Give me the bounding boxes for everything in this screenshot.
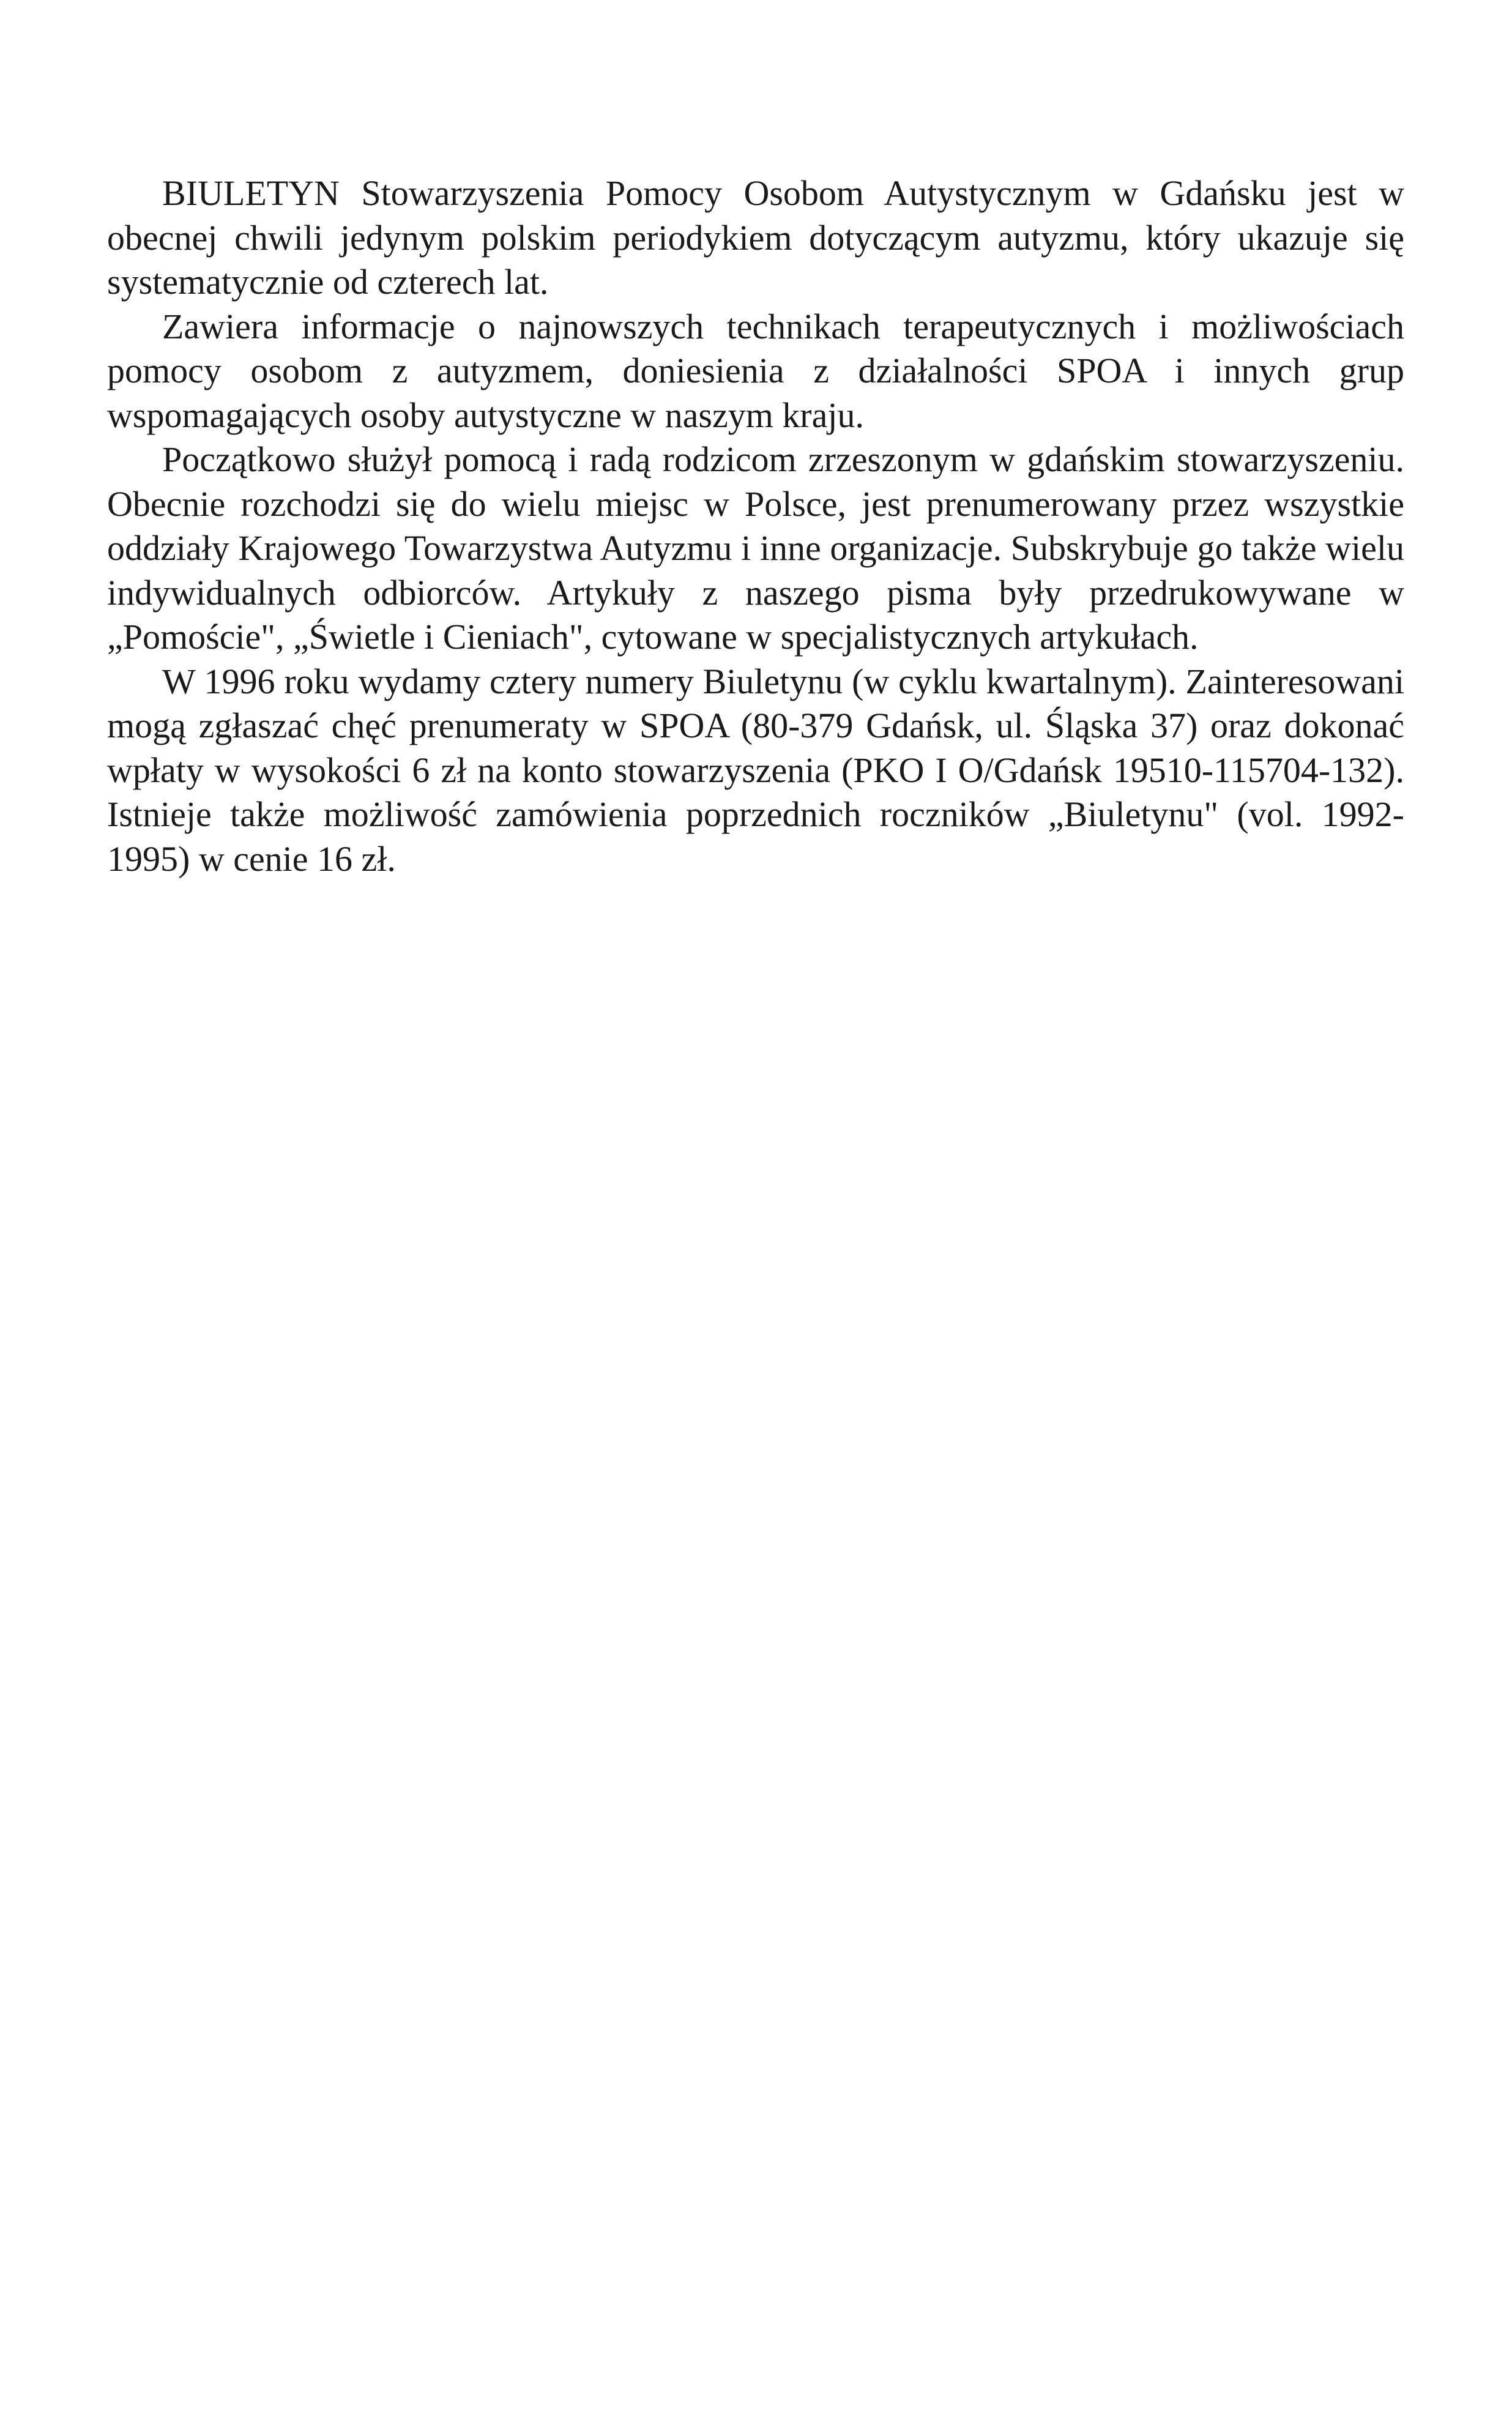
document-body	[107, 171, 1404, 881]
paragraph-history: Początkowo służył pomocą i radą rodzicom zrzeszonym w gdańskim stowarzyszeniu. Obecnie rozchodzi się do wielu miejsc w Polsce, jest prenumerowany przez wszystkie oddziały Krajowego Towarzystwa Autyzmu i inne organizacje. Subskrybuje go także wielu indywidualnych odbiorców. Artykuły z naszego pisma były przedrukowywane w „Pomoście", „Świetle i Cieniach", cytowane w specjalistycznych artykułach.	[107, 439, 1404, 657]
paragraph-subscription: W 1996 roku wydamy cztery numery Biuletynu (w cyklu kwartalnym). Zainteresowani mogą zgłaszać chęć prenumeraty w SPOA (80-379 Gdańsk, ul. Śląska 37) oraz dokonać wpłaty w wysokości 6 zł na konto stowarzyszenia (PKO I O/Gdańsk 19510-115704-132). Istnieje także możliwość zamówienia poprzednich roczników „Biuletynu" (vol. 1992-1995) w cenie 16 zł.	[107, 661, 1404, 879]
paragraph-contents: Zawiera informacje o najnowszych technikach terapeutycznych i możliwościach pomocy osobom z autyzmem, doniesienia z działalności SPOA i innych grup wspomagających osoby autystyczne w naszym kraju.	[107, 306, 1404, 435]
paragraph-intro: BIULETYN Stowarzyszenia Pomocy Osobom Autystycznym w Gdańsku jest w obecnej chwili jedynym polskim periodykiem dotyczącym autyzmu, który ukazuje się systematycznie od czterech lat.	[107, 173, 1404, 302]
